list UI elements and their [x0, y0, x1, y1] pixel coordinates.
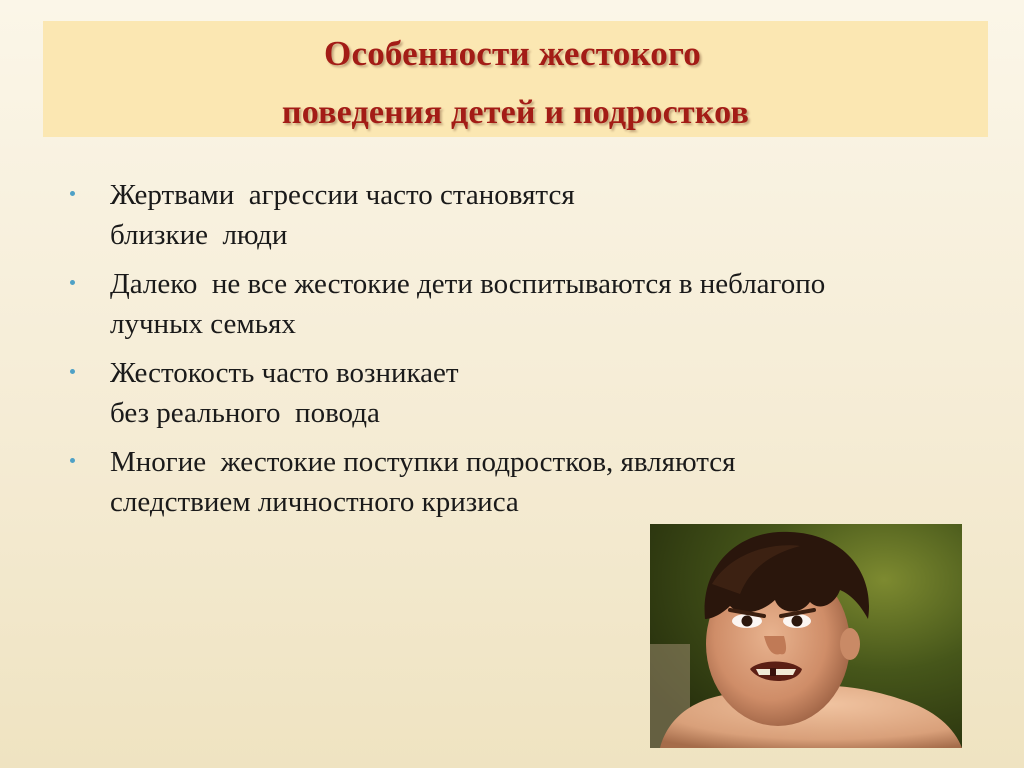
bullet-text: [110, 353, 970, 433]
slide-title-line-2: поведения детей и подростков: [281, 94, 750, 131]
bullet-text-line-1: Многие жестокие поступки подростков, являются: [110, 446, 736, 478]
bullet-dot-icon: [70, 458, 75, 463]
bullet-text: [110, 442, 970, 522]
bullet-item: [70, 442, 970, 522]
bullet-item: [70, 353, 970, 433]
bullet-text-line-1: Жертвами агрессии часто становятся: [110, 179, 575, 211]
bullet-dot-icon: [70, 280, 75, 285]
bullet-item: [70, 175, 970, 255]
angry-child-photo: [650, 524, 962, 748]
bullet-text: [110, 175, 970, 255]
bullet-list: [70, 175, 970, 531]
bullet-dot-icon: [70, 191, 75, 196]
slide-title-line-1: Особенности жестокого: [324, 34, 701, 73]
bullet-text-line-1: Далеко не все жестокие дети воспитываются в неблагопо: [110, 268, 826, 300]
bullet-text-line-2: близкие люди: [110, 219, 288, 251]
bullet-text: [110, 264, 970, 344]
bullet-text-line-2: следствием личностного кризиса: [110, 486, 519, 518]
bullet-item: [70, 264, 970, 344]
bullet-dot-icon: [70, 369, 75, 374]
bullet-text-line-2: без реального повода: [110, 397, 380, 429]
angry-child-illustration: [650, 524, 962, 748]
bullet-text-line-1: Жестокость часто возникает: [110, 357, 459, 389]
title-band: [43, 21, 988, 137]
bullet-text-line-2: лучных семьях: [110, 308, 296, 340]
